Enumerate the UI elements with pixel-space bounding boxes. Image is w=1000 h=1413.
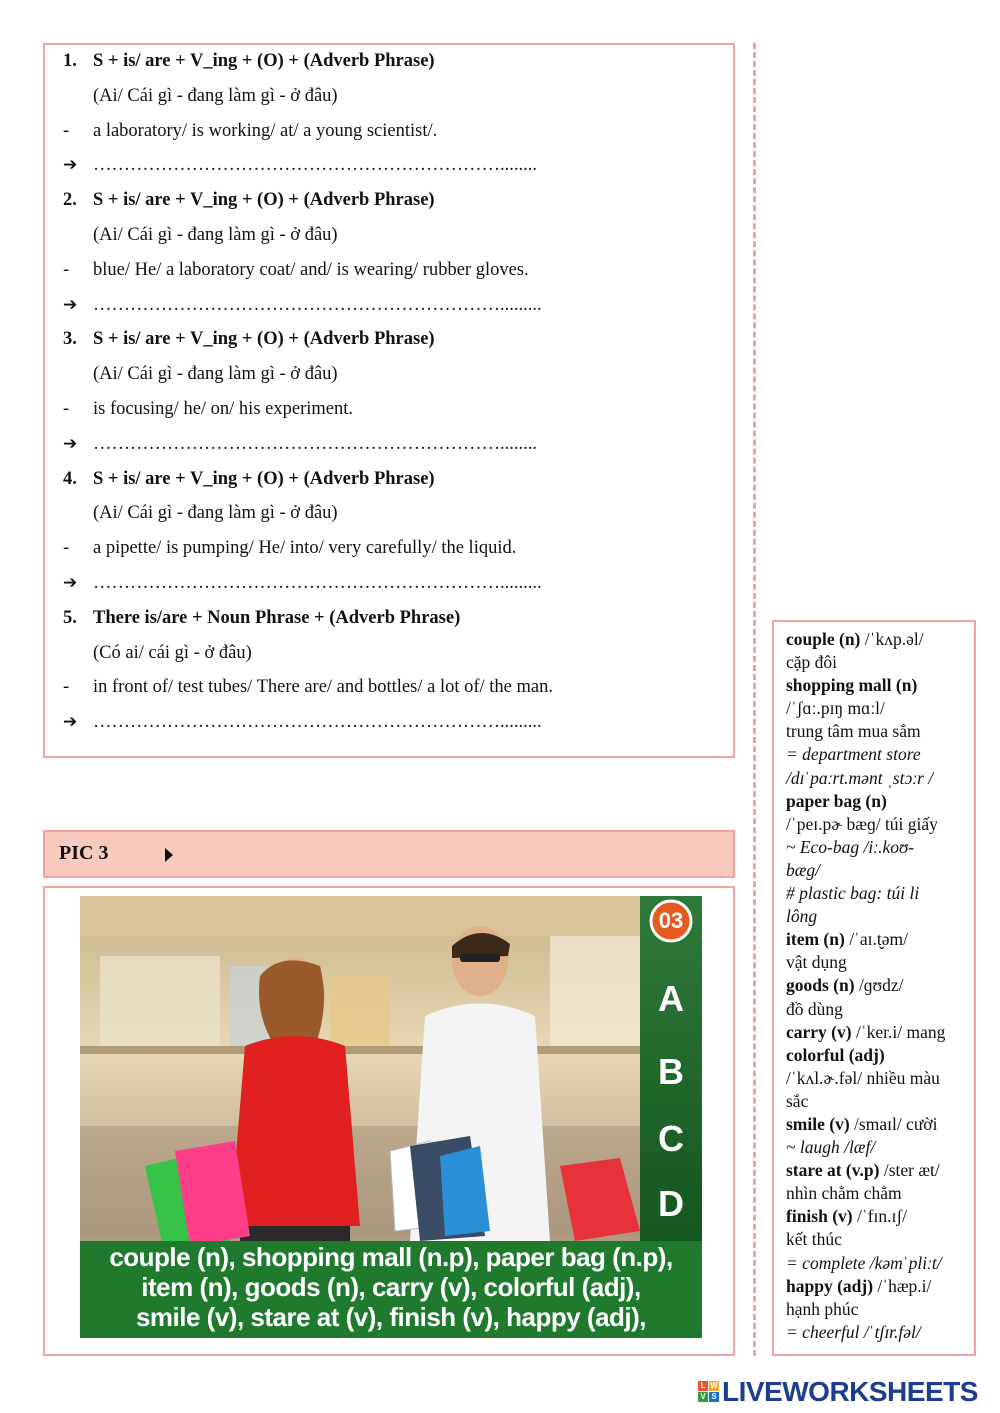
- vocab-line: [786, 697, 974, 720]
- vocab-term: shopping mall (n): [786, 675, 918, 696]
- answer-blank[interactable]: …………………………………………………………........: [93, 155, 537, 176]
- vocab-line: [786, 767, 974, 790]
- dash-bullet: -: [63, 120, 70, 141]
- pic-header-title: PIC 3: [59, 842, 109, 864]
- answer-blank[interactable]: ………………………………………………………….........: [93, 573, 542, 593]
- vocab-term: smile (v): [786, 1113, 850, 1134]
- vocab-line: [786, 905, 974, 928]
- exercise-number: 2.: [63, 190, 77, 211]
- vocab-term: carry (v): [786, 1021, 852, 1042]
- vocab-synonym: /dɪˈpɑːrt.mənt ˌstɔːr /: [786, 767, 934, 788]
- vocab-line: [786, 674, 974, 697]
- shopping-couple-photo: [80, 896, 702, 1338]
- answer-blank[interactable]: ………………………………………………………….........: [93, 712, 542, 733]
- exercise-hint: (Ai/ Cái gì - đang làm gì - ở đâu): [93, 85, 338, 106]
- exercise-scrambled-words: a laboratory/ is working/ at/ a young scientist/.: [93, 120, 438, 141]
- vocab-phonetic: /ˈker.i/ mang: [851, 1021, 946, 1042]
- vocab-phonetic: /ˈfɪn.ɪʃ/: [852, 1206, 908, 1227]
- vocab-phonetic: /ˈaɪ.t̬əm/: [844, 929, 908, 950]
- vocab-line: [786, 1113, 974, 1136]
- vocab-line: [786, 1044, 974, 1067]
- option-letter-c: C: [658, 1118, 684, 1159]
- photo-caption-line-2: item (n), goods (n), carry (v), colorful (adj),: [141, 1272, 641, 1302]
- vocab-line: [786, 1136, 974, 1159]
- vocab-line: [786, 813, 974, 836]
- vocab-term: colorful (adj): [786, 1044, 885, 1065]
- vocab-line: [786, 951, 974, 974]
- exercise-number: 5.: [63, 607, 77, 628]
- vocab-text: /ˈpeɪ.pɚ bæɡ/ túi giấy: [786, 813, 938, 834]
- exercise-number: 1.: [63, 51, 77, 71]
- vocab-line: [786, 882, 974, 905]
- arrow-icon: ➔: [63, 433, 78, 454]
- vocab-line: [786, 1205, 974, 1228]
- vocab-line: [786, 1021, 974, 1044]
- play-triangle-icon: [165, 848, 173, 862]
- vocab-line: [786, 628, 974, 651]
- arrow-icon: ➔: [63, 573, 78, 593]
- vocab-phonetic: /ˈkʌp.əl/: [860, 629, 924, 649]
- vocab-line: [786, 928, 974, 951]
- picture-panel: [43, 886, 735, 1356]
- dashed-divider: [753, 43, 756, 1356]
- vocab-synonym: ~ Eco-bag /iː.koʊ-: [786, 836, 914, 857]
- vocab-synonym: bæg/: [786, 859, 821, 880]
- vocab-text: /ˈkʌl.ɚ.fəl/ nhiều màu: [786, 1067, 940, 1088]
- answer-blank[interactable]: …………………………………………………………........: [93, 433, 537, 454]
- photo-badge: 03: [658, 908, 684, 933]
- exercise-panel: [43, 43, 735, 758]
- vocab-phonetic: /ster æt/: [879, 1160, 940, 1181]
- vocab-synonym: ~ laugh /læf/: [786, 1137, 876, 1158]
- vocabulary-panel: [772, 620, 976, 1356]
- vocab-line: [786, 1298, 974, 1321]
- arrow-icon: ➔: [63, 155, 78, 176]
- exercise-number: 3.: [63, 329, 77, 350]
- exercise-scrambled-words: in front of/ test tubes/ There are/ and bottles/ a lot of/ the man.: [93, 677, 553, 698]
- option-letter-a: A: [658, 978, 684, 1019]
- vocab-line: [786, 836, 974, 859]
- dash-bullet: -: [63, 538, 70, 559]
- vocab-term: goods (n): [786, 975, 855, 996]
- vocab-term: item (n): [786, 929, 845, 950]
- answer-blank[interactable]: ………………………………………………………….........: [93, 294, 542, 315]
- pic-header: [43, 830, 735, 878]
- vocab-text: trung tâm mua sắm: [786, 721, 921, 742]
- vocab-term: stare at (v.p): [786, 1160, 880, 1181]
- vocab-phonetic: /ˈhæp.i/: [873, 1275, 932, 1296]
- vocab-line: [786, 651, 974, 674]
- dash-bullet: -: [63, 259, 70, 280]
- vocab-text: sắc: [786, 1090, 809, 1111]
- exercise-hint: (Có ai/ cái gì - ở đâu): [93, 642, 252, 663]
- logo-mark-icon: L W V S: [698, 1381, 720, 1403]
- exercise-scrambled-words: is focusing/ he/ on/ his experiment.: [93, 399, 353, 419]
- vocab-synonym: lông: [786, 906, 818, 927]
- exercise-formula: S + is/ are + V_ing + (O) + (Adverb Phrase): [93, 329, 435, 350]
- exercise-formula: There is/are + Noun Phrase + (Adverb Phrase): [93, 607, 461, 628]
- vocab-line: [786, 1275, 974, 1298]
- vocab-line: [786, 1090, 974, 1113]
- vocab-text: nhìn chằm chằm: [786, 1183, 902, 1204]
- exercise-formula: S + is/ are + V_ing + (O) + (Adverb Phrase): [93, 468, 435, 489]
- vocab-line: [786, 790, 974, 813]
- logo-wordmark: LIVEWORKSHEETS: [722, 1376, 978, 1407]
- vocab-line: [786, 1228, 974, 1251]
- vocab-line: [786, 859, 974, 882]
- option-letter-b: B: [658, 1051, 684, 1092]
- exercise-formula: S + is/ are + V_ing + (O) + (Adverb Phrase): [93, 190, 435, 211]
- exercise-hint: (Ai/ Cái gì - đang làm gì - ở đâu): [93, 364, 338, 385]
- vocab-text: hạnh phúc: [786, 1298, 859, 1319]
- vocab-line: [786, 720, 974, 743]
- vocab-term: paper bag (n): [786, 790, 887, 811]
- vocab-line: [786, 1182, 974, 1205]
- vocab-synonym: = complete /kəmˈpliːt/: [786, 1252, 942, 1273]
- vocab-text: vật dụng: [786, 952, 847, 973]
- vocab-phonetic: /smaɪl/ cười: [849, 1113, 938, 1134]
- vocab-synonym: = cheerful /ˈtʃɪr.fəl/: [786, 1321, 921, 1342]
- exercise-number: 4.: [63, 468, 77, 489]
- vocab-phonetic: /ɡʊdz/: [854, 975, 904, 996]
- vocab-text: kết thúc: [786, 1229, 842, 1250]
- exercise-scrambled-words: blue/ He/ a laboratory coat/ and/ is wearing/ rubber gloves.: [93, 259, 529, 280]
- vocab-line: [786, 1159, 974, 1182]
- dash-bullet: -: [63, 677, 70, 698]
- exercise-hint: (Ai/ Cái gì - đang làm gì - ở đâu): [93, 225, 338, 245]
- photo-caption-line-1: couple (n), shopping mall (n.p), paper bag (n.p),: [109, 1242, 673, 1272]
- vocab-text: cặp đôi: [786, 652, 838, 673]
- vocab-line: [786, 998, 974, 1021]
- arrow-icon: ➔: [63, 294, 78, 315]
- vocab-term: couple (n): [786, 629, 861, 649]
- exercise-formula: S + is/ are + V_ing + (O) + (Adverb Phrase): [93, 51, 435, 71]
- vocab-synonym: = department store: [786, 744, 921, 765]
- exercise-hint: (Ai/ Cái gì - đang làm gì - ở đâu): [93, 503, 338, 524]
- arrow-icon: ➔: [63, 712, 78, 733]
- vocab-text: /ˈʃɑː.pɪŋ mɑːl/: [786, 698, 885, 719]
- dash-bullet: -: [63, 399, 70, 419]
- photo-caption-line-3: smile (v), stare at (v), finish (v), happy (adj),: [135, 1302, 647, 1332]
- vocab-line: [786, 743, 974, 766]
- vocab-synonym: # plastic bag: túi li: [786, 883, 920, 904]
- vocab-line: [786, 974, 974, 997]
- vocab-line: [786, 1321, 974, 1344]
- vocab-text: đồ dùng: [786, 998, 843, 1019]
- vocab-term: happy (adj): [786, 1275, 874, 1296]
- vocab-term: finish (v): [786, 1206, 853, 1227]
- option-letter-d: D: [658, 1183, 684, 1224]
- vocab-line: [786, 1067, 974, 1090]
- vocab-line: [786, 1252, 974, 1275]
- exercise-scrambled-words: a pipette/ is pumping/ He/ into/ very carefully/ the liquid.: [93, 538, 517, 559]
